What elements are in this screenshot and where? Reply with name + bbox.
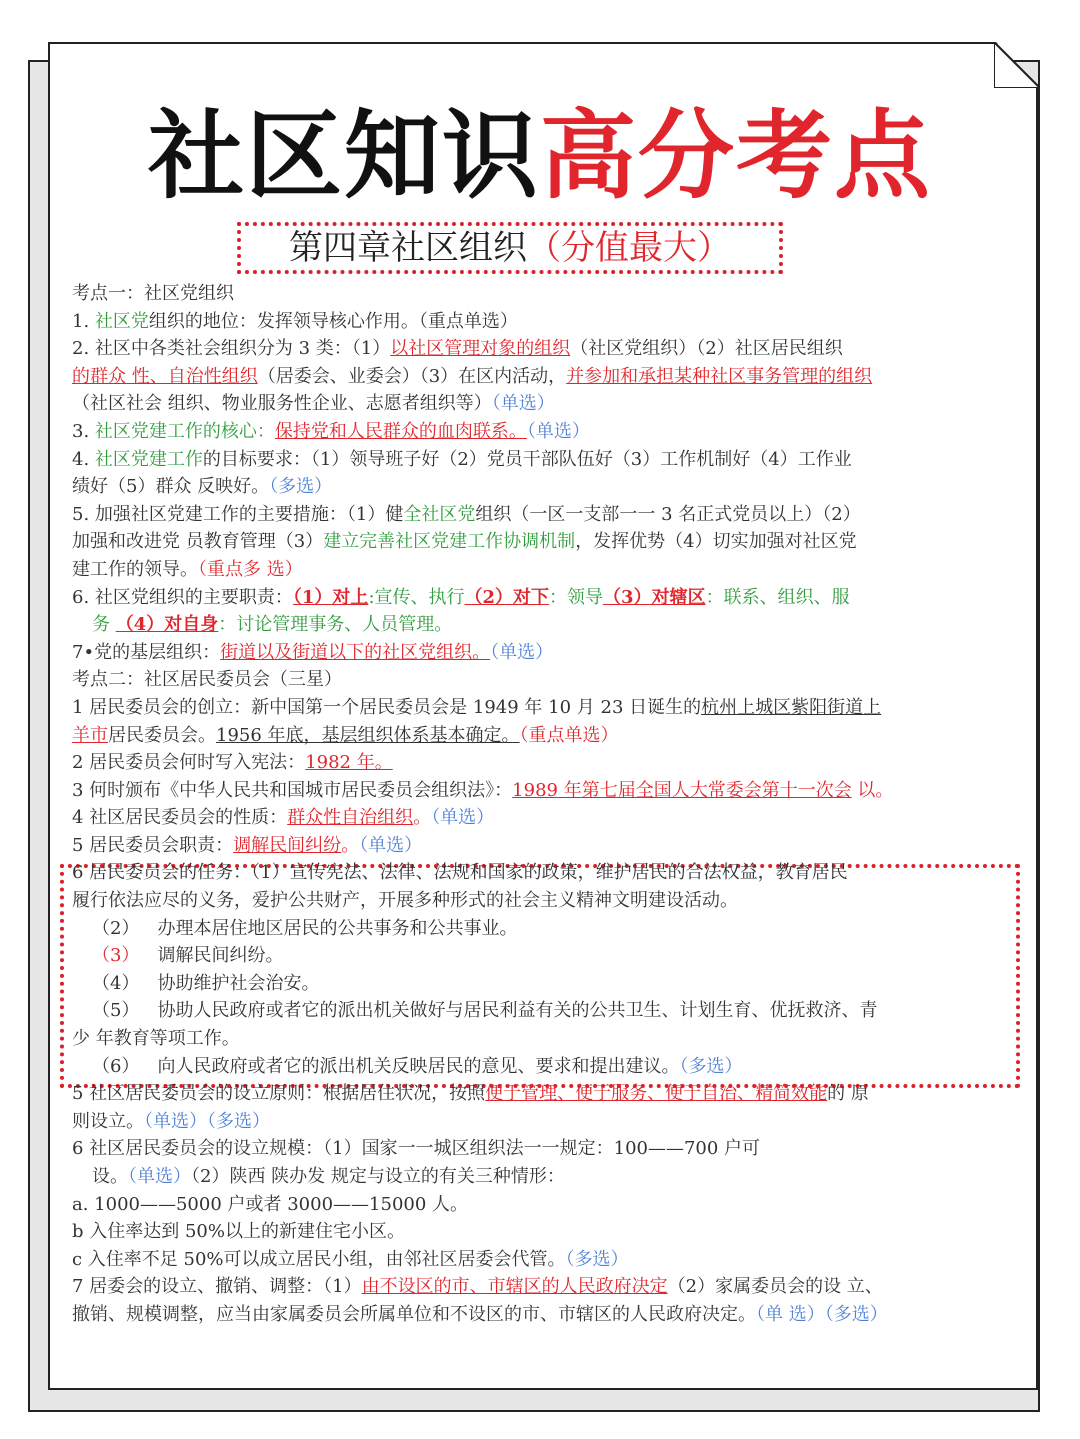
- text-line: 5. 加强社区党建工作的主要措施：（1）健全社区党组织（一区一支部一一 3 名正式党员以上）（2）: [72, 503, 861, 525]
- text-line: 3. 社区党建工作的核心：保持党和人民群众的血肉联系。（单选）: [72, 420, 590, 442]
- page-fold-corner: [994, 42, 1040, 88]
- text-line: 3 何时颁布《中华人民共和国城市居民委员会组织法》：1989 年第七届全国人大常委会第十一次会 以。: [72, 779, 894, 801]
- text-line: （6） 向人民政府或者它的派出机关反映居民的意见、要求和提出建议。（多选）: [92, 1055, 743, 1077]
- text-line: a. 1000——5000 户或者 3000——15000 人。: [72, 1193, 469, 1215]
- text-line: 设。（单选）（2）陕西 陕办发 规定与设立的有关三种情形：: [92, 1166, 565, 1187]
- text-line: 6 社区居民委员会的设立规模：（1）国家一一城区组织法一一规定：100——700 户可: [72, 1138, 761, 1160]
- text-line: 4 社区居民委员会的性质：群众性自治组织。（单选）: [72, 807, 495, 829]
- text-line: 建工作的领导。（重点多 选）: [72, 558, 303, 580]
- text-line: 绩好（5）群众 反映好。（多选）: [72, 476, 333, 498]
- text-line: （社区社会 组织、物业服务性企业、志愿者组织等）（单选）: [72, 393, 555, 415]
- title-part2: 高分考点: [540, 100, 932, 212]
- text-line: 2 居民委员会何时写入宪法：1982 年。: [72, 752, 393, 774]
- section-heading: 考点一：社区党组织: [72, 283, 234, 304]
- text-line: 5 居民委员会职责：调解民间纠纷。（单选）: [72, 834, 423, 856]
- text-line: c 入住率不足 50%可以成立居民小组，由邻社区居委会代管。（多选）: [72, 1248, 629, 1270]
- text-line: 少 年教育等项工作。: [72, 1028, 240, 1050]
- text-line: 6 居民委员会的任务：（1）宣传宪法、法律、法规和国家的政策，维护居民的合法权益，教育居民: [72, 862, 848, 884]
- text-line: 加强和改进党 员教育管理（3）建立完善社区党建工作协调机制，发挥优势（4）切实加强对社区党: [72, 531, 857, 553]
- text-line: 则设立。（单选）（多选）: [72, 1110, 270, 1132]
- text-line: （5） 协助人民政府或者它的派出机关做好与居民利益有关的公共卫生、计划生育、优抚救济、青: [92, 1000, 878, 1022]
- text-line: 的群众 性、自治性组织（居委会、业委会）（3）在区内活动，并参加和承担某种社区事务管理的组织: [72, 365, 873, 387]
- document-body: [72, 280, 1002, 1329]
- text-line: 6. 社区党组织的主要职责：（1）对上:宣传、执行（2）对下：领导（3）对辖区：联系、组织、服: [72, 586, 850, 608]
- text-line: （2） 办理本居住地区居民的公共事务和公共事业。: [92, 917, 518, 939]
- text-line: （4） 协助维护社会治安。: [92, 972, 320, 994]
- section-heading: 考点二：社区居民委员会（三星）: [72, 669, 342, 691]
- page-title: [0, 96, 1080, 216]
- text-line: 7•党的基层组织：街道以及街道以下的社区党组织。（单选）: [72, 641, 554, 663]
- chapter-heading: [237, 222, 783, 274]
- text-line: 务 （4）对自身：讨论管理事务、人员管理。: [92, 614, 453, 636]
- title-part1: 社区知识: [148, 100, 540, 212]
- text-line: 2. 社区中各类社会组织分为 3 类：（1）以社区管理对象的组织（社区党组织）（2）社区居民组织: [72, 338, 843, 360]
- text-line: 1. 社区党组织的地位：发挥领导核心作用。（重点单选）: [72, 310, 518, 332]
- text-line: 1 居民委员会的创立：新中国第一个居民委员会是 1949 年 10 月 23 日诞生的杭州上城区紫阳街道上: [72, 696, 882, 718]
- chapter-main: 第四章社区组织: [289, 228, 527, 268]
- text-line: （3） 调解民间纠纷。: [92, 945, 284, 967]
- text-line: 撤销、规模调整，应当由家属委员会所属单位和不设区的市、市辖区的人民政府决定。（单 选）（多选）: [72, 1303, 888, 1325]
- text-line: 5 社区居民委员会的设立原则：根据居住状况，按照便于管理、便于服务、便于自治、精简效能的 原: [72, 1083, 869, 1105]
- text-line: 7 居委会的设立、撤销、调整：（1）由不设区的市、市辖区的人民政府决定（2）家属委员会的设 立、: [72, 1276, 883, 1298]
- text-line: 4. 社区党建工作的目标要求：（1）领导班子好（2）党员干部队伍好（3）工作机制好（4）工作业: [72, 448, 852, 470]
- text-line: 履行依法应尽的义务，爱护公共财产，开展多种形式的社会主义精神文明建设活动。: [72, 890, 738, 912]
- text-line: b 入住率达到 50%以上的新建住宅小区。: [72, 1221, 405, 1243]
- text-line: 羊市居民委员会。1956 年底，基层组织体系基本确定。（重点单选）: [72, 724, 619, 746]
- chapter-paren: （分值最大）: [527, 228, 731, 268]
